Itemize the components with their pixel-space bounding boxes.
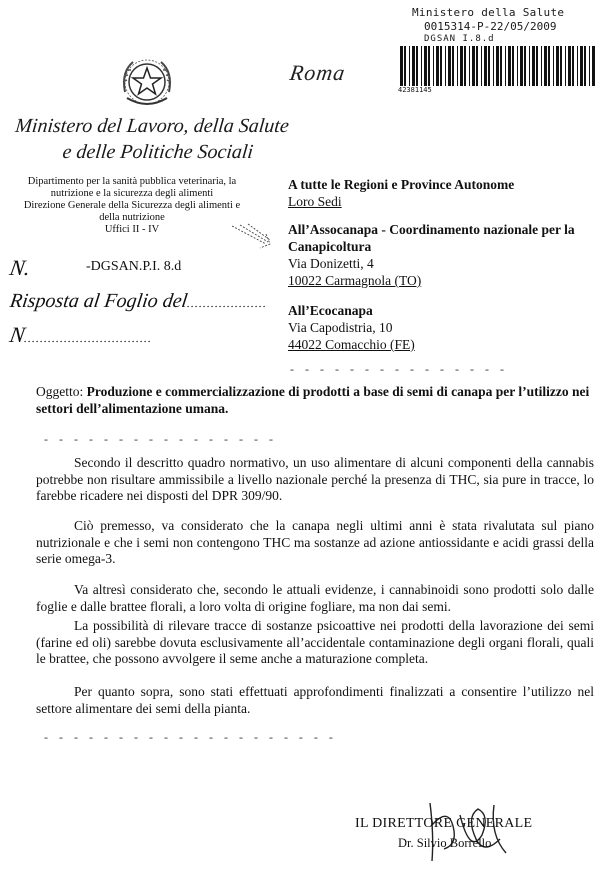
stamp-line-3: DGSAN I.8.d (424, 34, 495, 44)
barcode-bar (493, 46, 494, 86)
barcode-bar (572, 46, 574, 86)
department-line: Uffici II - IV (104, 224, 160, 235)
barcode-bar (440, 46, 442, 86)
arrow-mark-icon (230, 222, 274, 252)
barcode-bar (592, 46, 595, 86)
barcode-bar (589, 46, 590, 86)
stamp-line-1: Ministero della Salute (412, 6, 565, 19)
recipient-address: Loro Sedi (288, 194, 342, 209)
reply-label: Risposta al Foglio del (8, 290, 189, 312)
department-line: nutrizione e la sicurezza degli alimenti (50, 188, 214, 199)
barcode-bar (424, 46, 427, 86)
barcode-bar (529, 46, 530, 86)
barcode-bar (412, 46, 415, 86)
barcode-bar (448, 46, 451, 86)
barcode-bar (568, 46, 571, 86)
barcode-bar (560, 46, 562, 86)
recipient-address: Via Capodistria, 10 (288, 320, 393, 335)
barcode-bar (409, 46, 410, 86)
barcode-bar (524, 46, 526, 86)
barcode-bar (472, 46, 475, 86)
body-paragraph: Per quanto sopra, sono stati effettuati approfondimenti finalizzati a consentire l’utilizzo nel settore alimentare dei semi della pianta. (36, 684, 594, 716)
reference-number (8, 322, 155, 348)
stamp-line-2: 0015314-P-22/05/2009 (424, 20, 557, 33)
barcode-bar (452, 46, 454, 86)
barcode-number: 42381145 (398, 86, 432, 94)
barcode-bar (476, 46, 478, 86)
protocol-label: N. (7, 255, 33, 280)
barcode-bar (428, 46, 430, 86)
signer-name: Dr. Silvio Borrello (398, 836, 492, 850)
separator-mid: - - - - - - - - - - - - - - - - (44, 432, 277, 446)
barcode-bar (553, 46, 554, 86)
barcode-bar (496, 46, 499, 86)
body-paragraph: La possibilità di rilevare tracce di sostanze psicoattive nei prodotti della lavorazione dei semi (farine ed oli) sarebbe dovuta esclusivamente all’accidentale contaminazione degli organi florali, quali le brattee, che possono avvolgere il seme anche a maturazione completa. (36, 618, 594, 666)
barcode-bar (520, 46, 523, 86)
signer-title: IL DIRETTORE GENERALE (355, 816, 533, 831)
separator-top: - - - - - - - - - - - - - - - (290, 362, 508, 376)
barcode-bar (500, 46, 502, 86)
barcode-bar (400, 46, 403, 86)
barcode-bar (469, 46, 470, 86)
barcode-bar (517, 46, 518, 86)
barcode-bar (445, 46, 446, 86)
subject (36, 383, 596, 417)
barcode-bar (457, 46, 458, 86)
subject-label: Oggetto: (36, 384, 84, 399)
body-paragraph: Va altresì considerato che, secondo le attuali evidenze, i cannabinoidi sono prodotti solo dalle foglie e dalle brattee florali, a loro volta di origine fogliare, ma non dai semi. (36, 582, 594, 614)
barcode-bar (416, 46, 418, 86)
recipient-city: 10022 Carmagnola (TO) (288, 273, 422, 288)
protocol-code: -DGSAN.P.I. 8.d (86, 259, 182, 274)
barcode-bar (484, 46, 487, 86)
recipient-name: All’Assocanapa - Coordinamento nazionale per la Canapicoltura (288, 222, 575, 254)
barcode-bar (580, 46, 583, 86)
barcode-bar (460, 46, 463, 86)
barcode-bar (404, 46, 406, 86)
barcode (398, 46, 598, 86)
recipient-ecocanapa (288, 302, 598, 353)
subject-text: Produzione e commercializzazione di prodotti a base di semi di canapa per l’utilizzo nei settori dell’alimentazione umana. (36, 384, 590, 416)
body-paragraph: Ciò premesso, va considerato che la canapa negli ultimi anni è stata rivalutata sul piano nutrizionale e che i semi non contengono THC ma sostanze ad azione antiossidante e acidi grassi della serie omega-3. (36, 518, 594, 566)
barcode-bar (584, 46, 586, 86)
recipient-assocanapa (288, 221, 598, 289)
city-name: Roma (288, 60, 348, 85)
recipient-name: A tutte le Regioni e Province Autonome (288, 177, 515, 192)
barcode-bar (532, 46, 535, 86)
recipient-name: All’Ecocanapa (288, 303, 373, 318)
barcode-bar (508, 46, 511, 86)
ministry-line-2: e delle Politiche Sociali (61, 141, 255, 163)
barcode-bar (505, 46, 506, 86)
barcode-bar (464, 46, 466, 86)
recipient-city: 44022 Comacchio (FE) (288, 337, 415, 352)
barcode-bar (548, 46, 550, 86)
department-block (12, 176, 252, 236)
barcode-bar (436, 46, 439, 86)
protocol-number (7, 255, 270, 280)
reply-dots: .................... (186, 296, 268, 310)
barcode-bar (556, 46, 559, 86)
barcode-bar (512, 46, 514, 86)
recipient-regions (288, 176, 598, 210)
department-line: della nutrizione (99, 212, 165, 223)
barcode-bar (544, 46, 547, 86)
barcode-bar (577, 46, 578, 86)
barcode-bar (565, 46, 566, 86)
ministry-name (11, 113, 290, 165)
body-paragraph: Secondo il descritto quadro normativo, un uso alimentare di alcuni componenti della cannabis potrebbe non risultare ammissibile a livello nazionale perché la presenza di THC, sia pure in tracce, lo farebbe ricadere nei disposti del DPR 309/90. (36, 455, 594, 503)
number-label: N (7, 322, 27, 347)
ministry-line-1: Ministero del Lavoro, della Salute (14, 115, 291, 137)
barcode-bar (433, 46, 434, 86)
department-line: Dipartimento per la sanità pubblica veterinaria, la (27, 176, 237, 187)
separator-bottom: - - - - - - - - - - - - - - - - - - - - (44, 730, 337, 744)
department-line: Direzione Generale della Sicurezza degli alimenti e (23, 200, 241, 211)
barcode-bar (488, 46, 490, 86)
barcode-bar (541, 46, 542, 86)
reply-reference (8, 290, 268, 313)
number-dots: ................................ (22, 331, 154, 345)
barcode-bar (481, 46, 482, 86)
republic-emblem-icon (117, 52, 177, 116)
barcode-bar (421, 46, 422, 86)
recipient-address: Via Donizetti, 4 (288, 256, 374, 271)
barcode-bar (536, 46, 538, 86)
